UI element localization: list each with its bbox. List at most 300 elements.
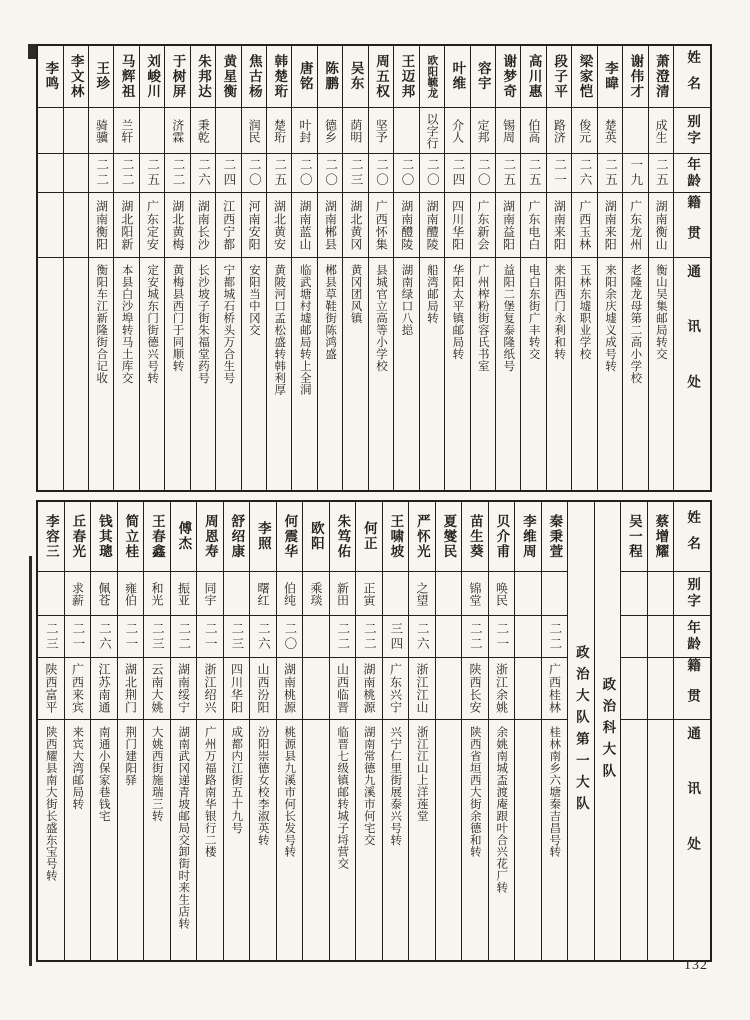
header-age <box>674 616 710 658</box>
person-address-cell <box>572 258 596 490</box>
person-courtesy-cell <box>250 572 276 616</box>
person-age-cell <box>648 616 674 658</box>
person-column <box>38 502 64 960</box>
person-address: 汾阳崇德女校李淑英转 <box>256 726 269 846</box>
person-native-cell <box>515 658 541 720</box>
person-courtesy: 济霖 <box>170 118 185 143</box>
person-name-cell <box>445 46 469 108</box>
person-address-cell <box>118 720 144 960</box>
person-native: 广西来宾 <box>70 663 85 714</box>
person-column <box>276 502 303 960</box>
person-name: 李鸣 <box>43 61 59 92</box>
person-native-cell <box>216 193 240 258</box>
person-column <box>329 502 356 960</box>
person-name: 萧澄清 <box>653 53 669 100</box>
person-column <box>648 46 673 490</box>
person-name-cell <box>648 502 674 572</box>
header-address-label: 通讯处 <box>685 726 701 893</box>
person-age-cell <box>216 154 240 193</box>
header-name-label: 姓名 <box>685 510 701 563</box>
person-name: 李维周 <box>520 513 536 560</box>
person-age-cell <box>91 616 117 658</box>
person-age-cell <box>369 154 393 193</box>
person-name-cell <box>542 502 568 572</box>
header-native <box>674 193 710 258</box>
person-name-cell <box>38 46 62 108</box>
person-courtesy: 伯高 <box>526 118 541 143</box>
page-number: 132 <box>684 958 708 973</box>
person-age-cell <box>140 154 164 193</box>
person-address: 安阳当中冈交 <box>247 264 260 336</box>
person-native-cell <box>649 193 673 258</box>
person-address-cell <box>250 720 276 960</box>
person-native: 广东兴宁 <box>388 663 403 714</box>
person-native-cell <box>38 193 62 258</box>
person-native-cell <box>242 193 266 258</box>
person-courtesy-cell <box>648 572 674 616</box>
person-name-cell <box>436 502 462 572</box>
person-name: 李暐 <box>602 61 618 92</box>
person-native: 湖北黄梅 <box>170 199 185 251</box>
person-native: 湖南来阳 <box>552 199 567 251</box>
person-name-cell <box>496 46 520 108</box>
header-courtesy-label: 别字 <box>685 114 701 147</box>
person-native: 广西玉林 <box>577 199 592 251</box>
person-name-cell <box>515 502 541 572</box>
person-native: 湖南蓝山 <box>297 199 312 251</box>
person-courtesy: 同宇 <box>203 581 218 606</box>
person-native-cell <box>496 193 520 258</box>
person-age-cell <box>489 616 515 658</box>
person-age: 二三 <box>150 621 165 652</box>
person-address: 湖南武冈递青坡邮局交卸街时来生店转 <box>177 726 190 930</box>
person-name: 梁家恺 <box>577 53 593 100</box>
person-address-cell <box>144 720 170 960</box>
roster-table-top <box>36 44 712 492</box>
person-native: 云南大姚 <box>150 663 165 714</box>
person-native-cell <box>303 658 329 720</box>
person-courtesy-cell <box>318 108 342 154</box>
header-age-label: 年龄 <box>685 156 701 190</box>
person-name-cell <box>489 502 515 572</box>
person-name-cell <box>292 46 316 108</box>
person-name-cell <box>343 46 367 108</box>
person-name-cell <box>140 46 164 108</box>
person-age-cell <box>38 616 64 658</box>
person-native: 湖南郴县 <box>323 199 338 251</box>
person-age-cell <box>623 154 647 193</box>
person-age-cell <box>267 154 291 193</box>
person-address-cell <box>394 258 418 490</box>
person-native: 广东电白 <box>526 199 541 251</box>
person-name: 容宇 <box>475 61 491 92</box>
person-address-cell <box>64 258 88 490</box>
person-native-cell <box>65 658 91 720</box>
person-native-cell <box>191 193 215 258</box>
person-courtesy: 乘琰 <box>309 581 324 606</box>
person-name: 何震华 <box>282 513 298 560</box>
person-courtesy-cell <box>140 108 164 154</box>
person-courtesy-cell <box>330 572 356 616</box>
person-age: 二六 <box>578 158 593 188</box>
person-native-cell <box>621 658 647 720</box>
scan-edge-line <box>29 556 32 966</box>
header-address <box>674 258 710 490</box>
person-courtesy: 叶封 <box>297 118 312 143</box>
person-native: 山西汾阳 <box>256 663 271 714</box>
person-age: 二五 <box>603 158 618 188</box>
person-name: 舒绍康 <box>229 513 245 560</box>
person-name: 焦古杨 <box>246 53 262 100</box>
person-column <box>408 502 435 960</box>
person-native-cell <box>521 193 545 258</box>
person-address: 浙江江山上洋莲堂 <box>415 726 428 822</box>
person-courtesy-cell <box>369 108 393 154</box>
person-name-cell <box>65 502 91 572</box>
person-name: 周五权 <box>374 53 390 100</box>
header-name-label: 姓名 <box>685 50 701 103</box>
person-name-cell <box>197 502 223 572</box>
person-name-cell <box>621 502 647 572</box>
person-age: 二五 <box>272 158 287 188</box>
person-name-cell <box>369 46 393 108</box>
person-name-cell <box>267 46 291 108</box>
person-age: 二二 <box>171 158 186 188</box>
person-native-cell <box>197 658 223 720</box>
person-address-cell <box>471 258 495 490</box>
person-name-cell <box>649 46 673 108</box>
person-name-cell <box>572 46 596 108</box>
person-address-cell <box>356 720 382 960</box>
person-column <box>143 502 170 960</box>
person-courtesy: 求薪 <box>70 581 85 606</box>
person-courtesy-cell <box>89 108 113 154</box>
person-column <box>488 502 515 960</box>
person-courtesy-cell <box>267 108 291 154</box>
person-name: 何正 <box>361 521 377 552</box>
person-column <box>164 46 189 490</box>
person-native-cell <box>171 658 197 720</box>
person-name: 吴东 <box>348 61 364 92</box>
person-native-cell <box>267 193 291 258</box>
person-name-cell <box>242 46 266 108</box>
person-native-cell <box>598 193 622 258</box>
person-native-cell <box>64 193 88 258</box>
person-column <box>63 46 88 490</box>
person-name: 谢伟才 <box>628 53 644 100</box>
person-age: 二二 <box>176 621 191 652</box>
person-name-cell <box>118 502 144 572</box>
person-age-cell <box>420 154 444 193</box>
person-age-cell <box>356 616 382 658</box>
header-courtesy <box>674 572 710 616</box>
person-courtesy: 佩苍 <box>97 581 112 606</box>
person-age-cell <box>318 154 342 193</box>
person-address-cell <box>648 720 674 960</box>
person-age-cell <box>621 616 647 658</box>
person-name: 夏燮民 <box>441 513 457 560</box>
header-column <box>673 46 710 490</box>
person-native-cell <box>420 193 444 258</box>
person-address-cell <box>445 258 469 490</box>
person-courtesy: 骑骥 <box>94 118 109 143</box>
person-column <box>541 502 568 960</box>
person-address-cell <box>462 720 488 960</box>
person-native-cell <box>330 658 356 720</box>
person-age-cell <box>250 616 276 658</box>
person-age: 二一 <box>552 158 567 188</box>
roster-table-bottom <box>36 500 712 962</box>
person-name-cell <box>165 46 189 108</box>
person-address: 临武塘村墟邮局转上全洞 <box>298 264 311 396</box>
header-name <box>674 502 710 572</box>
person-column <box>647 502 674 960</box>
person-address: 南通小保家巷钱宅 <box>97 726 110 822</box>
person-age: 二〇 <box>374 158 389 188</box>
person-age-cell <box>436 616 462 658</box>
person-age-cell <box>118 616 144 658</box>
person-name-cell <box>171 502 197 572</box>
person-name: 韩楚珩 <box>272 53 288 100</box>
person-address: 来宾大湾邮局转 <box>71 726 84 810</box>
person-age: 二三 <box>349 158 364 188</box>
person-column <box>215 46 240 490</box>
person-name: 简立桂 <box>123 513 139 560</box>
person-native: 湖南长沙 <box>196 199 211 251</box>
person-name: 王啸坡 <box>388 513 404 560</box>
person-courtesy-cell <box>65 572 91 616</box>
person-age: 三四 <box>388 621 403 652</box>
person-column <box>266 46 291 490</box>
person-name-cell <box>471 46 495 108</box>
person-age: 二五 <box>145 158 160 188</box>
person-name-cell <box>409 502 435 572</box>
person-address-cell <box>140 258 164 490</box>
person-address-cell <box>191 258 215 490</box>
section-label-column <box>594 502 621 960</box>
person-native-cell <box>343 193 367 258</box>
person-name-cell <box>318 46 342 108</box>
person-address: 桃源县九溪市何长发号转 <box>283 726 296 858</box>
person-address: 衡山吴集邮局转交 <box>654 264 667 360</box>
person-address-cell <box>38 720 64 960</box>
person-native: 广东新会 <box>476 199 491 251</box>
person-native-cell <box>250 658 276 720</box>
person-age-cell <box>89 154 113 193</box>
person-courtesy: 坚予 <box>374 118 389 143</box>
person-age-cell <box>572 154 596 193</box>
person-column <box>249 502 276 960</box>
person-courtesy: 锡周 <box>501 118 516 143</box>
person-column <box>470 46 495 490</box>
person-address-cell <box>496 258 520 490</box>
person-age: 二二 <box>335 621 350 652</box>
person-column <box>393 46 418 490</box>
person-native: 广东定安 <box>145 199 160 251</box>
person-address-cell <box>521 258 545 490</box>
person-courtesy-cell <box>64 108 88 154</box>
person-native: 江苏南通 <box>97 663 112 714</box>
person-column <box>520 46 545 490</box>
person-courtesy-cell <box>445 108 469 154</box>
header-courtesy <box>674 108 710 154</box>
person-address: 广州万福路南华银行二楼 <box>203 726 216 858</box>
person-column <box>368 46 393 490</box>
person-age-cell <box>224 616 250 658</box>
person-address: 余姚南城盃渡庵跟叶合兴花厂转 <box>495 726 508 894</box>
header-age-label: 年龄 <box>685 620 701 653</box>
person-address: 华阳太平镇邮局转 <box>451 264 464 360</box>
person-native: 湖南醴陵 <box>425 199 440 251</box>
person-courtesy-cell <box>277 572 303 616</box>
person-name-cell <box>250 502 276 572</box>
person-courtesy: 以字行 <box>425 112 440 149</box>
person-courtesy: 介人 <box>450 118 465 143</box>
person-courtesy-cell <box>197 572 223 616</box>
person-native-cell <box>318 193 342 258</box>
person-address-cell <box>171 720 197 960</box>
person-age: 二〇 <box>476 158 491 188</box>
person-courtesy: 唤民 <box>494 581 509 606</box>
person-name-cell <box>598 46 622 108</box>
person-native-cell <box>38 658 64 720</box>
person-address: 电白东街广丰转交 <box>527 264 540 360</box>
person-courtesy-cell <box>409 572 435 616</box>
person-native: 江西宁都 <box>221 199 236 251</box>
person-native-cell <box>144 658 170 720</box>
person-courtesy-cell <box>38 572 64 616</box>
person-name: 李容三 <box>43 513 59 560</box>
person-courtesy-cell <box>383 572 409 616</box>
person-name: 李照 <box>255 521 271 552</box>
person-courtesy-cell <box>521 108 545 154</box>
section-label-text: 政治科大队 <box>600 677 616 785</box>
person-age: 二〇 <box>323 158 338 188</box>
person-courtesy-cell <box>216 108 240 154</box>
person-name: 高川惠 <box>526 53 542 100</box>
person-name: 朱笃佑 <box>335 513 351 560</box>
person-address-cell <box>623 258 647 490</box>
header-address <box>674 720 710 960</box>
person-age-cell <box>165 154 189 193</box>
person-name-cell <box>303 502 329 572</box>
person-native: 湖南衡山 <box>654 199 669 251</box>
person-address-cell <box>242 258 266 490</box>
person-name: 谢梦奇 <box>501 53 517 100</box>
person-native-cell <box>648 658 674 720</box>
person-address: 郴县草鞋街陈鸿盛 <box>324 264 337 360</box>
person-name-cell <box>144 502 170 572</box>
person-address-cell <box>318 258 342 490</box>
person-native: 湖北荆门 <box>123 663 138 714</box>
person-age-cell <box>649 154 673 193</box>
person-address: 定安城东门街德兴号转 <box>146 264 159 384</box>
person-column <box>38 46 62 490</box>
person-courtesy-cell <box>436 572 462 616</box>
person-native-cell <box>140 193 164 258</box>
person-courtesy: 和光 <box>150 581 165 606</box>
person-address: 大姚西街施瑞三转 <box>150 726 163 822</box>
person-name: 段子平 <box>552 53 568 100</box>
header-native-label: 籍贯 <box>685 658 701 719</box>
person-name: 马辉祖 <box>119 53 135 100</box>
person-name-cell <box>114 46 138 108</box>
person-column <box>461 502 488 960</box>
person-courtesy-cell <box>165 108 189 154</box>
person-age: 二一 <box>70 621 85 652</box>
person-name: 刘峻川 <box>145 53 161 100</box>
person-name: 傅杰 <box>176 521 192 552</box>
person-name: 陈鹏 <box>323 61 339 92</box>
person-courtesy-cell <box>224 572 250 616</box>
person-native: 湖北黄安 <box>272 199 287 251</box>
person-column <box>419 46 444 490</box>
person-native: 广西怀集 <box>374 199 389 251</box>
person-name: 丘春光 <box>70 513 86 560</box>
person-address-cell <box>303 720 329 960</box>
person-address: 黄梅县西门于同顺转 <box>171 264 184 372</box>
person-address-cell <box>89 258 113 490</box>
person-name: 严怀光 <box>414 513 430 560</box>
person-courtesy-cell <box>547 108 571 154</box>
person-name: 周恩寿 <box>202 513 218 560</box>
person-age: 二一 <box>203 621 218 652</box>
person-age: 二六 <box>415 621 430 652</box>
person-courtesy-cell <box>462 572 488 616</box>
person-address: 船湾邮局转 <box>425 264 438 324</box>
person-age-cell <box>471 154 495 193</box>
person-age-cell <box>547 154 571 193</box>
person-address: 湖南常德九溪市何宅交 <box>362 726 375 846</box>
person-column <box>317 46 342 490</box>
person-courtesy-cell <box>144 572 170 616</box>
person-address-cell <box>436 720 462 960</box>
person-age: 一九 <box>628 158 643 188</box>
person-column <box>113 46 138 490</box>
person-age-cell <box>383 616 409 658</box>
person-name-cell <box>547 46 571 108</box>
person-name-cell <box>216 46 240 108</box>
person-address: 益阳二堡复泰隆纸号 <box>502 264 515 372</box>
person-name: 朱邦达 <box>195 53 211 100</box>
person-name: 唐铭 <box>297 61 313 92</box>
person-age: 二四 <box>450 158 465 188</box>
person-column <box>302 502 329 960</box>
person-name: 王迈邦 <box>399 53 415 100</box>
person-native: 湖南衡阳 <box>94 199 109 251</box>
person-address-cell <box>547 258 571 490</box>
person-courtesy-cell <box>420 108 444 154</box>
person-age: 二三 <box>44 621 59 652</box>
header-native-label: 籍贯 <box>685 194 701 256</box>
person-courtesy-cell <box>114 108 138 154</box>
person-age: 二二 <box>468 621 483 652</box>
person-address: 湖南绿口八搃 <box>400 264 413 336</box>
person-address-cell <box>197 720 223 960</box>
person-native-cell <box>91 658 117 720</box>
person-native-cell <box>409 658 435 720</box>
person-column <box>196 502 223 960</box>
person-courtesy-cell <box>471 108 495 154</box>
person-column <box>90 502 117 960</box>
person-address-cell <box>420 258 444 490</box>
person-address: 陕西省垣西大街余德和转 <box>468 726 481 858</box>
person-address: 玉林东墟职业学校 <box>578 264 591 360</box>
person-courtesy-cell <box>489 572 515 616</box>
person-name: 贝介甫 <box>494 513 510 560</box>
person-address-cell <box>409 720 435 960</box>
person-native: 河南安阳 <box>247 199 262 251</box>
